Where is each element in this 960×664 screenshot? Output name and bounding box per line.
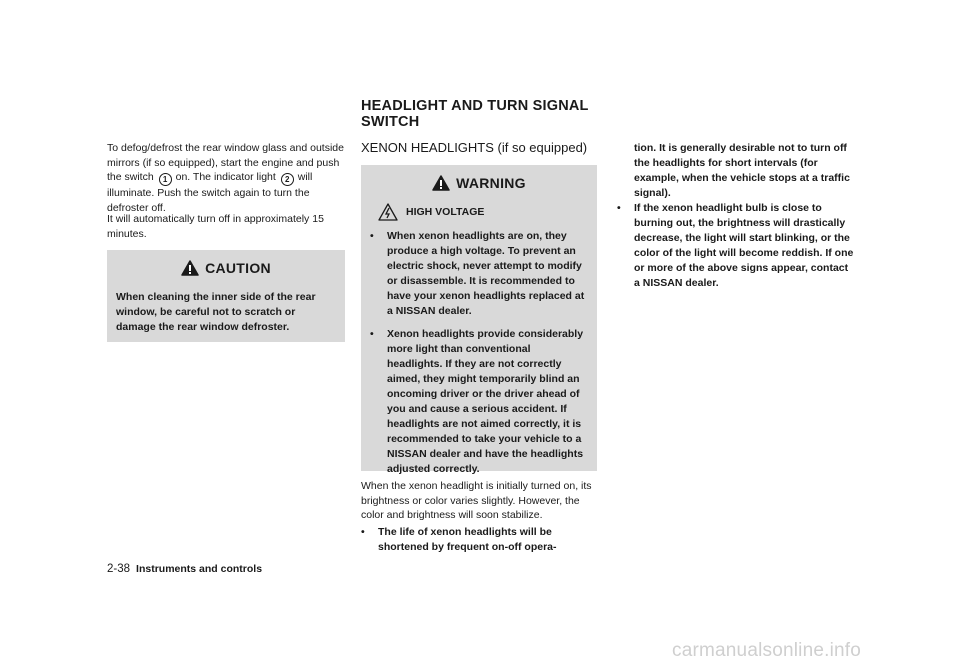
high-voltage-label: HIGH VOLTAGE bbox=[406, 206, 485, 218]
caution-header bbox=[107, 260, 345, 276]
warning-header bbox=[361, 175, 597, 191]
warning-bullet-2 bbox=[370, 327, 588, 477]
warning-bullet-2-text: Xenon headlights provide considerably more light than conventional headlights. If they are not correctly aimed, they might temporarily blind an oncoming driver or the driver ahead of you and cause a serious accident. If headlights are not aimed correctly, it is recommended to take your vehicle to a NISSAN dealer and have the headlights adjusted correctly. bbox=[387, 328, 584, 475]
high-voltage-row bbox=[378, 203, 597, 221]
section-heading-line2: SWITCH bbox=[361, 114, 420, 130]
warning-triangle-icon bbox=[181, 260, 199, 276]
defog-paragraph bbox=[107, 141, 345, 216]
warning-triangle-icon bbox=[432, 175, 450, 191]
stabilize-paragraph: When the xenon headlight is initially turned on, its brightness or color varies slightly. However, the color and brightness will soon stabilize. bbox=[361, 480, 592, 522]
section-heading bbox=[361, 98, 621, 130]
continuation-text: tion. It is generally desirable not to turn off the headlights for short intervals (for example, when the vehicle stops at a traffic signal). bbox=[634, 142, 850, 199]
bullet-dot: • bbox=[617, 202, 621, 214]
defog-text-c: will illuminate. Push the switch again to turn the defroster off. bbox=[107, 171, 313, 215]
watermark: carmanualsonline.info bbox=[672, 640, 862, 661]
defog-text-a: To defog/defrost the rear window glass and outside mirrors (if so equipped), start the engine and push the switch bbox=[107, 142, 344, 184]
warning-title: WARNING bbox=[456, 175, 526, 191]
defog-text-b: on. The indicator light bbox=[175, 171, 276, 184]
caution-box bbox=[107, 250, 345, 342]
section-heading-line1: HEADLIGHT AND TURN SIGNAL bbox=[361, 98, 589, 114]
page-number: 2-38 bbox=[107, 563, 131, 575]
bullet-dot: • bbox=[361, 526, 365, 539]
warning-bullet-1-text: When xenon headlights are on, they produce a high voltage. To prevent an electric shock, never attempt to modify or disassemble. It is recommended to have your xenon headlights replaced at a NISSAN dealer. bbox=[387, 230, 585, 317]
warning-bullet-1 bbox=[370, 229, 588, 319]
high-voltage-icon bbox=[378, 203, 398, 221]
page-footer bbox=[107, 563, 262, 575]
bulb-bullet bbox=[617, 201, 854, 291]
life-bullet bbox=[361, 525, 597, 555]
bullet-dot: • bbox=[370, 328, 374, 340]
section-name: Instruments and controls bbox=[136, 563, 263, 575]
life-bullet-text: The life of xenon headlights will be shortened by frequent on-off opera- bbox=[378, 526, 557, 554]
xenon-info bbox=[361, 479, 597, 555]
bulb-bullet-text: If the xenon headlight bulb is close to burning out, the brightness will drastically decrease, the light will start blinking, or the color of the light will become reddish. If one or more of the above signs appear, contact a NISSAN dealer. bbox=[634, 202, 854, 289]
bullet-dot: • bbox=[370, 230, 374, 242]
caution-body: When cleaning the inner side of the rear window, be careful not to scratch or damage the rear window defroster. bbox=[116, 291, 316, 333]
caution-title: CAUTION bbox=[205, 260, 271, 276]
warning-box bbox=[361, 165, 597, 475]
marker-2-icon: 2 bbox=[281, 173, 294, 186]
xenon-subheading: XENON HEADLIGHTS (if so equipped) bbox=[361, 140, 588, 155]
auto-off-paragraph: It will automatically turn off in approximately 15 minutes. bbox=[107, 213, 324, 240]
marker-1-icon: 1 bbox=[159, 173, 172, 186]
